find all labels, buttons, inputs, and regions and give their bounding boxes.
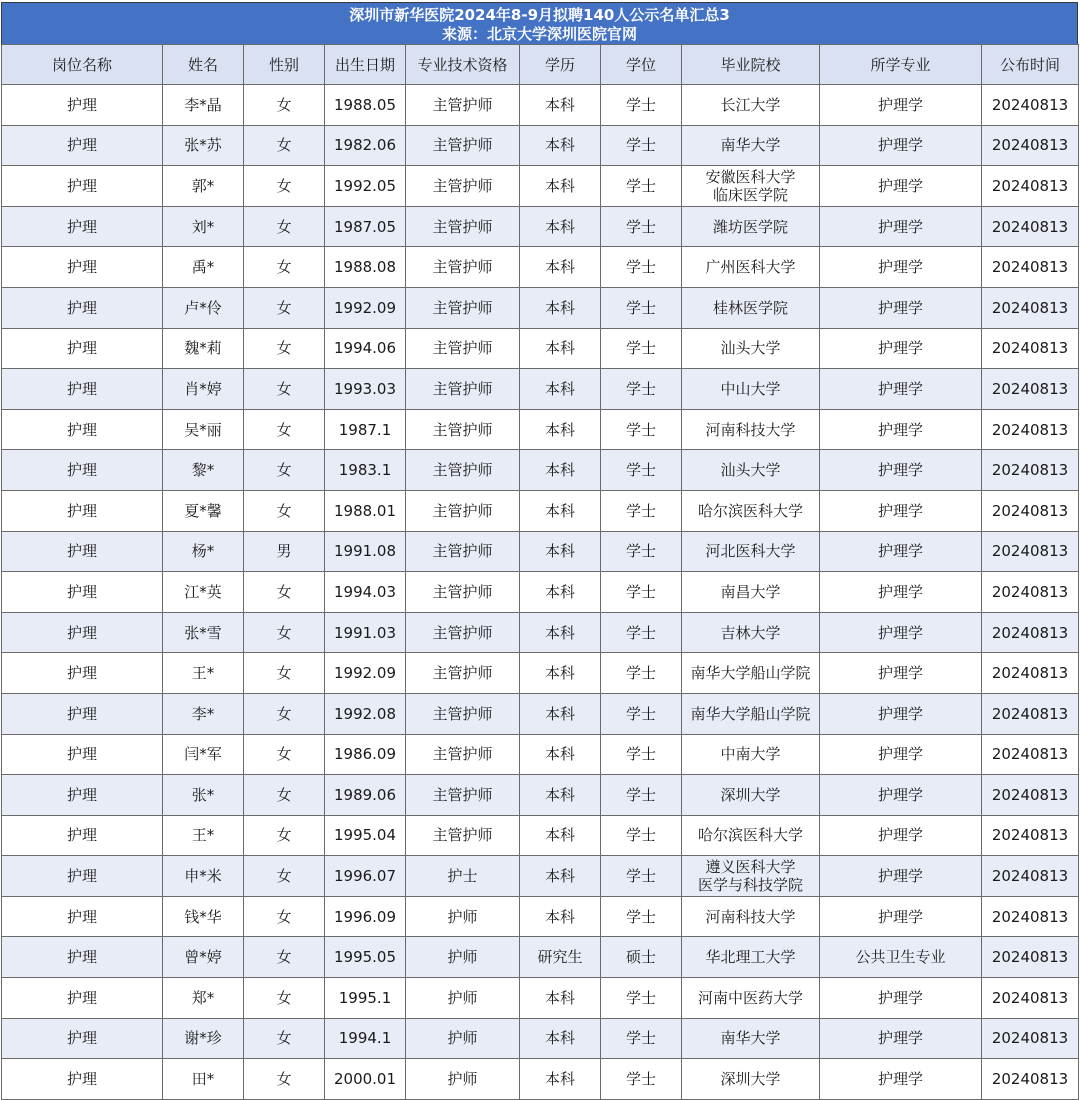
cell-birth-date: 1992.08 <box>325 693 406 734</box>
cell-school: 南昌大学 <box>682 572 820 613</box>
cell-school: 安徽医科大学 临床医学院 <box>682 166 820 207</box>
table-row <box>2 409 1079 450</box>
cell-qualification: 主管护师 <box>406 612 520 653</box>
cell-qualification: 主管护师 <box>406 328 520 369</box>
table-row <box>2 1018 1079 1059</box>
cell-birth-date: 1994.06 <box>325 328 406 369</box>
cell-birth-date: 1996.07 <box>325 856 406 897</box>
cell-gender: 女 <box>244 450 325 491</box>
cell-birth-date: 1991.08 <box>325 531 406 572</box>
cell-qualification: 主管护师 <box>406 287 520 328</box>
cell-name: 卢*伶 <box>163 287 244 328</box>
cell-degree: 学士 <box>601 653 682 694</box>
cell-education: 本科 <box>520 287 601 328</box>
cell-gender: 女 <box>244 328 325 369</box>
cell-major: 护理学 <box>820 450 982 491</box>
cell-major: 护理学 <box>820 328 982 369</box>
cell-position: 护理 <box>2 612 163 653</box>
table-row <box>2 490 1079 531</box>
cell-education: 本科 <box>520 856 601 897</box>
cell-major: 护理学 <box>820 369 982 410</box>
cell-qualification: 主管护师 <box>406 775 520 816</box>
cell-name: 申*米 <box>163 856 244 897</box>
cell-position: 护理 <box>2 572 163 613</box>
cell-major: 护理学 <box>820 409 982 450</box>
cell-education: 本科 <box>520 369 601 410</box>
cell-position: 护理 <box>2 369 163 410</box>
cell-name: 吴*丽 <box>163 409 244 450</box>
cell-position: 护理 <box>2 125 163 166</box>
cell-education: 本科 <box>520 775 601 816</box>
cell-publish-date: 20240813 <box>982 815 1079 856</box>
cell-education: 本科 <box>520 490 601 531</box>
cell-birth-date: 1982.06 <box>325 125 406 166</box>
cell-major: 公共卫生专业 <box>820 937 982 978</box>
cell-qualification: 护师 <box>406 1059 520 1100</box>
cell-position: 护理 <box>2 815 163 856</box>
table-header-row <box>2 45 1079 85</box>
cell-publish-date: 20240813 <box>982 978 1079 1019</box>
cell-education: 本科 <box>520 815 601 856</box>
cell-school: 河南中医药大学 <box>682 978 820 1019</box>
cell-publish-date: 20240813 <box>982 612 1079 653</box>
cell-school: 河南科技大学 <box>682 409 820 450</box>
table-row <box>2 734 1079 775</box>
cell-degree: 学士 <box>601 815 682 856</box>
cell-qualification: 主管护师 <box>406 450 520 491</box>
cell-education: 本科 <box>520 653 601 694</box>
cell-education: 本科 <box>520 1059 601 1100</box>
cell-major: 护理学 <box>820 856 982 897</box>
cell-major: 护理学 <box>820 896 982 937</box>
cell-position: 护理 <box>2 490 163 531</box>
cell-education: 本科 <box>520 409 601 450</box>
cell-major: 护理学 <box>820 572 982 613</box>
cell-major: 护理学 <box>820 490 982 531</box>
cell-degree: 学士 <box>601 572 682 613</box>
cell-degree: 学士 <box>601 734 682 775</box>
cell-major: 护理学 <box>820 1059 982 1100</box>
cell-publish-date: 20240813 <box>982 409 1079 450</box>
cell-school: 深圳大学 <box>682 775 820 816</box>
cell-gender: 女 <box>244 369 325 410</box>
cell-gender: 女 <box>244 1018 325 1059</box>
cell-education: 本科 <box>520 896 601 937</box>
cell-gender: 女 <box>244 572 325 613</box>
cell-publish-date: 20240813 <box>982 734 1079 775</box>
cell-birth-date: 1992.09 <box>325 287 406 328</box>
cell-school: 南华大学 <box>682 125 820 166</box>
column-header-position: 岗位名称 <box>2 45 163 85</box>
cell-gender: 女 <box>244 206 325 247</box>
cell-degree: 学士 <box>601 531 682 572</box>
cell-name: 张*苏 <box>163 125 244 166</box>
cell-degree: 硕士 <box>601 937 682 978</box>
cell-name: 谢*珍 <box>163 1018 244 1059</box>
column-header-major: 所学专业 <box>820 45 982 85</box>
cell-major: 护理学 <box>820 612 982 653</box>
cell-school: 哈尔滨医科大学 <box>682 490 820 531</box>
cell-publish-date: 20240813 <box>982 166 1079 207</box>
cell-birth-date: 1988.08 <box>325 247 406 288</box>
cell-gender: 女 <box>244 247 325 288</box>
cell-education: 本科 <box>520 247 601 288</box>
cell-position: 护理 <box>2 247 163 288</box>
cell-qualification: 主管护师 <box>406 490 520 531</box>
cell-position: 护理 <box>2 653 163 694</box>
cell-major: 护理学 <box>820 1018 982 1059</box>
cell-qualification: 护师 <box>406 896 520 937</box>
cell-qualification: 主管护师 <box>406 734 520 775</box>
cell-degree: 学士 <box>601 85 682 126</box>
cell-publish-date: 20240813 <box>982 775 1079 816</box>
cell-education: 本科 <box>520 572 601 613</box>
cell-birth-date: 1994.03 <box>325 572 406 613</box>
cell-position: 护理 <box>2 328 163 369</box>
cell-qualification: 护师 <box>406 978 520 1019</box>
cell-school: 南华大学 <box>682 1018 820 1059</box>
cell-gender: 女 <box>244 734 325 775</box>
cell-gender: 女 <box>244 287 325 328</box>
cell-gender: 女 <box>244 612 325 653</box>
cell-school: 汕头大学 <box>682 450 820 491</box>
cell-publish-date: 20240813 <box>982 85 1079 126</box>
cell-position: 护理 <box>2 1059 163 1100</box>
cell-name: 夏*馨 <box>163 490 244 531</box>
cell-school: 南华大学船山学院 <box>682 693 820 734</box>
cell-name: 曾*婷 <box>163 937 244 978</box>
cell-name: 钱*华 <box>163 896 244 937</box>
table-row <box>2 856 1079 897</box>
cell-qualification: 主管护师 <box>406 206 520 247</box>
cell-degree: 学士 <box>601 612 682 653</box>
cell-degree: 学士 <box>601 775 682 816</box>
cell-qualification: 主管护师 <box>406 572 520 613</box>
column-header-school: 毕业院校 <box>682 45 820 85</box>
cell-school: 南华大学船山学院 <box>682 653 820 694</box>
cell-gender: 女 <box>244 125 325 166</box>
cell-birth-date: 1986.09 <box>325 734 406 775</box>
cell-school: 深圳大学 <box>682 1059 820 1100</box>
table-row <box>2 978 1079 1019</box>
cell-publish-date: 20240813 <box>982 328 1079 369</box>
cell-publish-date: 20240813 <box>982 490 1079 531</box>
cell-major: 护理学 <box>820 247 982 288</box>
cell-gender: 女 <box>244 490 325 531</box>
cell-school: 长江大学 <box>682 85 820 126</box>
cell-school: 中南大学 <box>682 734 820 775</box>
cell-school: 桂林医学院 <box>682 287 820 328</box>
table-row <box>2 896 1079 937</box>
roster-sheet <box>1 2 1078 1100</box>
table-row <box>2 572 1079 613</box>
cell-gender: 女 <box>244 166 325 207</box>
cell-name: 肖*婷 <box>163 369 244 410</box>
cell-position: 护理 <box>2 693 163 734</box>
cell-qualification: 主管护师 <box>406 369 520 410</box>
cell-name: 魏*莉 <box>163 328 244 369</box>
table-row <box>2 775 1079 816</box>
cell-position: 护理 <box>2 450 163 491</box>
cell-name: 禹* <box>163 247 244 288</box>
cell-education: 研究生 <box>520 937 601 978</box>
table-row <box>2 206 1079 247</box>
cell-publish-date: 20240813 <box>982 125 1079 166</box>
cell-education: 本科 <box>520 328 601 369</box>
cell-education: 本科 <box>520 734 601 775</box>
cell-name: 张* <box>163 775 244 816</box>
column-header-publish-date: 公布时间 <box>982 45 1079 85</box>
table-row <box>2 693 1079 734</box>
cell-gender: 女 <box>244 856 325 897</box>
cell-birth-date: 1987.1 <box>325 409 406 450</box>
cell-major: 护理学 <box>820 693 982 734</box>
table-row <box>2 85 1079 126</box>
cell-birth-date: 1996.09 <box>325 896 406 937</box>
cell-gender: 女 <box>244 1059 325 1100</box>
cell-name: 黎* <box>163 450 244 491</box>
column-header-qualification: 专业技术资格 <box>406 45 520 85</box>
cell-gender: 男 <box>244 531 325 572</box>
cell-name: 王* <box>163 815 244 856</box>
cell-gender: 女 <box>244 85 325 126</box>
cell-name: 李*晶 <box>163 85 244 126</box>
cell-school: 广州医科大学 <box>682 247 820 288</box>
cell-position: 护理 <box>2 206 163 247</box>
cell-qualification: 主管护师 <box>406 409 520 450</box>
cell-major: 护理学 <box>820 734 982 775</box>
cell-major: 护理学 <box>820 206 982 247</box>
cell-name: 郭* <box>163 166 244 207</box>
cell-birth-date: 2000.01 <box>325 1059 406 1100</box>
cell-position: 护理 <box>2 409 163 450</box>
cell-major: 护理学 <box>820 775 982 816</box>
cell-qualification: 护师 <box>406 1018 520 1059</box>
cell-qualification: 护师 <box>406 937 520 978</box>
cell-birth-date: 1995.04 <box>325 815 406 856</box>
cell-name: 闫*军 <box>163 734 244 775</box>
table-row <box>2 450 1079 491</box>
cell-name: 江*英 <box>163 572 244 613</box>
cell-qualification: 主管护师 <box>406 85 520 126</box>
cell-education: 本科 <box>520 693 601 734</box>
cell-name: 郑* <box>163 978 244 1019</box>
cell-school: 中山大学 <box>682 369 820 410</box>
table-row <box>2 166 1079 207</box>
cell-major: 护理学 <box>820 166 982 207</box>
cell-publish-date: 20240813 <box>982 369 1079 410</box>
cell-birth-date: 1987.05 <box>325 206 406 247</box>
cell-publish-date: 20240813 <box>982 896 1079 937</box>
cell-birth-date: 1993.03 <box>325 369 406 410</box>
cell-school: 河北医科大学 <box>682 531 820 572</box>
cell-qualification: 主管护师 <box>406 815 520 856</box>
table-row <box>2 125 1079 166</box>
cell-publish-date: 20240813 <box>982 531 1079 572</box>
cell-publish-date: 20240813 <box>982 572 1079 613</box>
cell-publish-date: 20240813 <box>982 653 1079 694</box>
cell-education: 本科 <box>520 531 601 572</box>
cell-publish-date: 20240813 <box>982 693 1079 734</box>
table-source: 来源：北京大学深圳医院官网 <box>441 25 637 43</box>
cell-gender: 女 <box>244 896 325 937</box>
cell-qualification: 主管护师 <box>406 693 520 734</box>
cell-gender: 女 <box>244 937 325 978</box>
cell-birth-date: 1995.05 <box>325 937 406 978</box>
table-banner <box>1 2 1078 44</box>
cell-publish-date: 20240813 <box>982 206 1079 247</box>
cell-degree: 学士 <box>601 247 682 288</box>
cell-publish-date: 20240813 <box>982 287 1079 328</box>
cell-qualification: 主管护师 <box>406 531 520 572</box>
cell-school: 潍坊医学院 <box>682 206 820 247</box>
cell-education: 本科 <box>520 85 601 126</box>
cell-major: 护理学 <box>820 531 982 572</box>
column-header-degree: 学位 <box>601 45 682 85</box>
cell-education: 本科 <box>520 450 601 491</box>
cell-qualification: 主管护师 <box>406 166 520 207</box>
cell-degree: 学士 <box>601 166 682 207</box>
cell-birth-date: 1992.05 <box>325 166 406 207</box>
cell-school: 遵义医科大学 医学与科技学院 <box>682 856 820 897</box>
cell-school: 华北理工大学 <box>682 937 820 978</box>
table-row <box>2 287 1079 328</box>
cell-degree: 学士 <box>601 328 682 369</box>
table-row <box>2 369 1079 410</box>
cell-position: 护理 <box>2 85 163 126</box>
cell-publish-date: 20240813 <box>982 1059 1079 1100</box>
cell-position: 护理 <box>2 531 163 572</box>
table-body <box>2 85 1079 1100</box>
cell-degree: 学士 <box>601 693 682 734</box>
cell-qualification: 主管护师 <box>406 247 520 288</box>
cell-education: 本科 <box>520 978 601 1019</box>
cell-publish-date: 20240813 <box>982 1018 1079 1059</box>
cell-gender: 女 <box>244 653 325 694</box>
cell-degree: 学士 <box>601 409 682 450</box>
cell-gender: 女 <box>244 409 325 450</box>
cell-qualification: 护士 <box>406 856 520 897</box>
cell-school: 河南科技大学 <box>682 896 820 937</box>
cell-birth-date: 1988.01 <box>325 490 406 531</box>
cell-position: 护理 <box>2 775 163 816</box>
cell-name: 张*雪 <box>163 612 244 653</box>
cell-education: 本科 <box>520 612 601 653</box>
cell-gender: 女 <box>244 978 325 1019</box>
cell-degree: 学士 <box>601 206 682 247</box>
cell-degree: 学士 <box>601 287 682 328</box>
table-row <box>2 653 1079 694</box>
cell-major: 护理学 <box>820 125 982 166</box>
cell-position: 护理 <box>2 978 163 1019</box>
cell-degree: 学士 <box>601 856 682 897</box>
table-row <box>2 328 1079 369</box>
cell-gender: 女 <box>244 775 325 816</box>
cell-publish-date: 20240813 <box>982 856 1079 897</box>
cell-major: 护理学 <box>820 815 982 856</box>
cell-name: 杨* <box>163 531 244 572</box>
cell-position: 护理 <box>2 1018 163 1059</box>
cell-degree: 学士 <box>601 125 682 166</box>
cell-major: 护理学 <box>820 978 982 1019</box>
column-header-education: 学历 <box>520 45 601 85</box>
cell-gender: 女 <box>244 693 325 734</box>
cell-position: 护理 <box>2 287 163 328</box>
column-header-birth-date: 出生日期 <box>325 45 406 85</box>
cell-position: 护理 <box>2 734 163 775</box>
cell-birth-date: 1991.03 <box>325 612 406 653</box>
cell-birth-date: 1995.1 <box>325 978 406 1019</box>
cell-gender: 女 <box>244 815 325 856</box>
cell-birth-date: 1992.09 <box>325 653 406 694</box>
roster-table <box>1 44 1079 1100</box>
cell-school: 汕头大学 <box>682 328 820 369</box>
cell-birth-date: 1989.06 <box>325 775 406 816</box>
cell-major: 护理学 <box>820 85 982 126</box>
cell-birth-date: 1994.1 <box>325 1018 406 1059</box>
cell-school: 哈尔滨医科大学 <box>682 815 820 856</box>
cell-education: 本科 <box>520 206 601 247</box>
cell-education: 本科 <box>520 166 601 207</box>
cell-birth-date: 1983.1 <box>325 450 406 491</box>
cell-name: 李* <box>163 693 244 734</box>
cell-qualification: 主管护师 <box>406 125 520 166</box>
cell-degree: 学士 <box>601 369 682 410</box>
table-row <box>2 612 1079 653</box>
cell-position: 护理 <box>2 856 163 897</box>
cell-position: 护理 <box>2 166 163 207</box>
cell-name: 王* <box>163 653 244 694</box>
cell-publish-date: 20240813 <box>982 937 1079 978</box>
table-title: 深圳市新华医院2024年8-9月拟聘140人公示名单汇总3 <box>349 6 730 24</box>
cell-degree: 学士 <box>601 450 682 491</box>
cell-education: 本科 <box>520 125 601 166</box>
cell-degree: 学士 <box>601 490 682 531</box>
cell-name: 田* <box>163 1059 244 1100</box>
cell-major: 护理学 <box>820 653 982 694</box>
cell-degree: 学士 <box>601 978 682 1019</box>
cell-publish-date: 20240813 <box>982 247 1079 288</box>
cell-school: 吉林大学 <box>682 612 820 653</box>
cell-major: 护理学 <box>820 287 982 328</box>
cell-birth-date: 1988.05 <box>325 85 406 126</box>
cell-position: 护理 <box>2 937 163 978</box>
cell-degree: 学士 <box>601 1018 682 1059</box>
cell-degree: 学士 <box>601 1059 682 1100</box>
column-header-name: 姓名 <box>163 45 244 85</box>
cell-qualification: 主管护师 <box>406 653 520 694</box>
cell-degree: 学士 <box>601 896 682 937</box>
table-row <box>2 815 1079 856</box>
column-header-gender: 性别 <box>244 45 325 85</box>
table-row <box>2 1059 1079 1100</box>
table-row <box>2 937 1079 978</box>
cell-position: 护理 <box>2 896 163 937</box>
cell-name: 刘* <box>163 206 244 247</box>
table-row <box>2 247 1079 288</box>
cell-education: 本科 <box>520 1018 601 1059</box>
table-row <box>2 531 1079 572</box>
cell-publish-date: 20240813 <box>982 450 1079 491</box>
